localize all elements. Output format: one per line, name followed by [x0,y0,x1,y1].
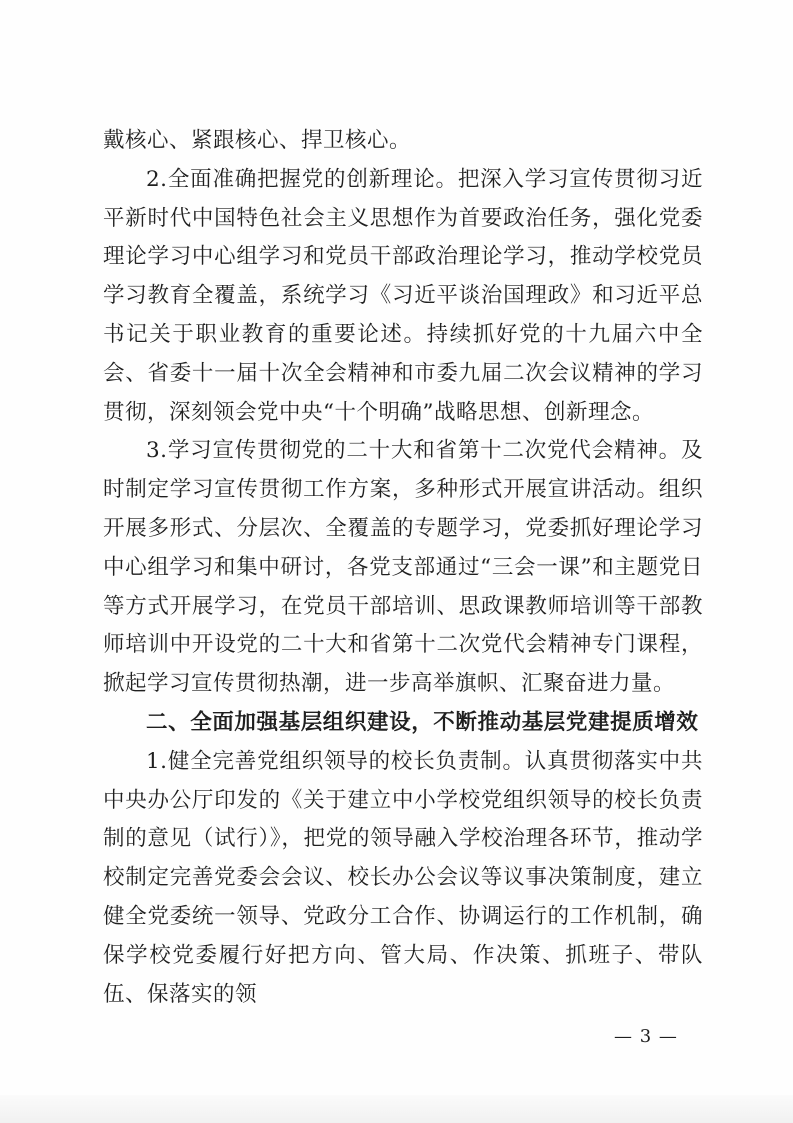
document-body [103,122,703,1014]
paragraph-section-item-1: 1.健全完善党组织领导的校长负责制。认真贯彻落实中共中央办公厅印发的《关于建立中小学校党组织领导的校长负责制的意见（试行）》，把党的领导融入学校治理各环节，推动学校制定完善党委会会议、校长办公会议等议事决策制度，建立健全党委统一领导、党政分工合作、协调运行的工作机制，确保学校党委履行好把方向、管大局、作决策、抓班子、带队伍、保落实的领 [103,748,703,1007]
page-number: — 3 — [614,1026,678,1047]
paragraph-item-3: 3.学习宣传贯彻党的二十大和省第十二次党代会精神。及时制定学习宣传贯彻工作方案，多种形式开展宣讲活动。组织开展多形式、分层次、全覆盖的专题学习，党委抓好理论学习中心组学习和集中研讨，各党支部通过“三会一课”和主题党日等方式开展学习，在党员干部培训、思政课教师培训等干部教师培训中开设党的二十大和省第十二次党代会精神专门课程，掀起学习宣传贯彻热潮，进一步高举旗帜、汇聚奋进力量。 [103,438,703,697]
paragraph-item-2: 2.全面准确把握党的创新理论。把深入学习宣传贯彻习近平新时代中国特色社会主义思想作为首要政治任务，强化党委理论学习中心组学习和党员干部政治理论学习，推动学校党员学习教育全覆盖，系统学习《习近平谈治国理政》和习近平总书记关于职业教育的重要论述。持续抓好党的十九届六中全会、省委十一届十次全会精神和市委九届二次会议精神的学习贯彻，深刻领会党中央“十个明确”战略思想、创新理念。 [103,166,703,425]
page-bottom-edge [0,1095,793,1123]
section-heading: 二、全面加强基层组织建设，不断推动基层党建提质增效 [146,709,699,735]
paragraph-continuation: 戴核心、紧跟核心、捍卫核心。 [103,128,412,153]
